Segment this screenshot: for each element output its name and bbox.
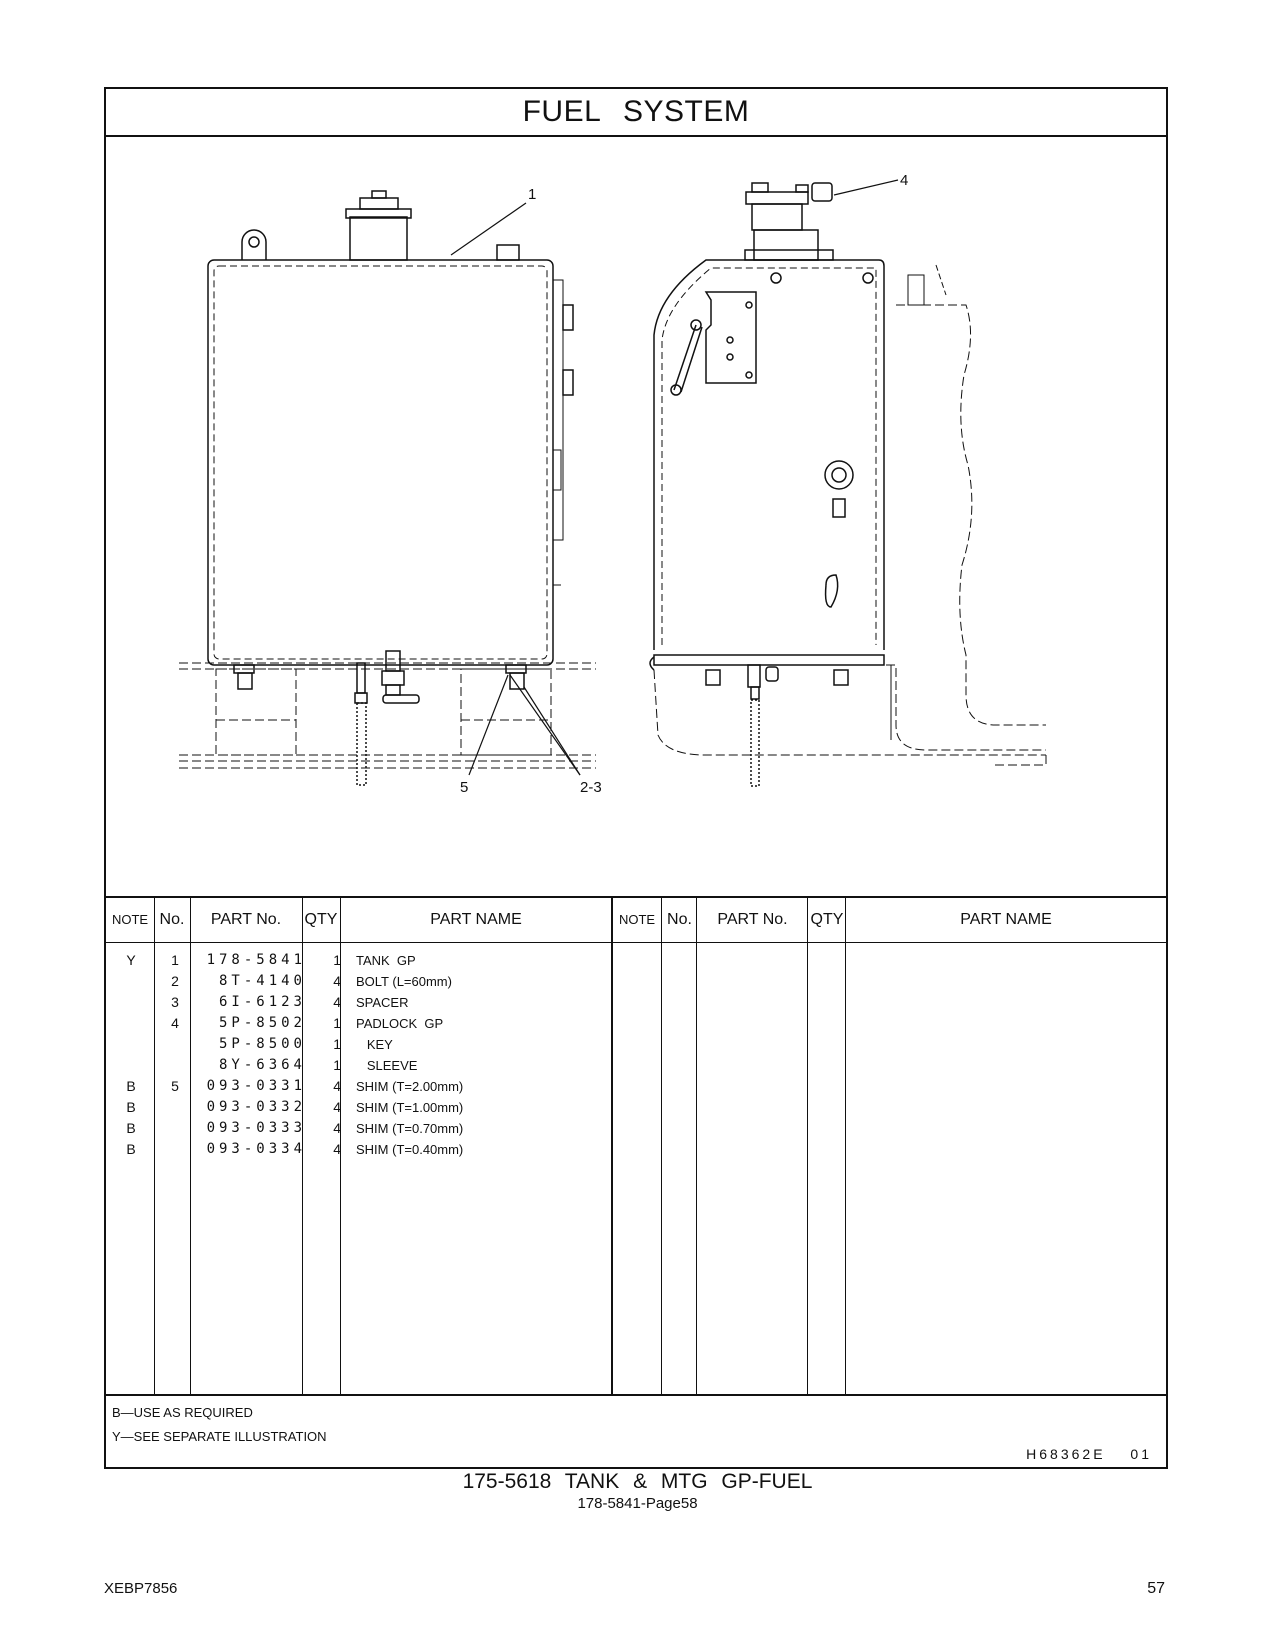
col-divider <box>845 898 846 1394</box>
row-no <box>156 1139 194 1160</box>
legend-notes <box>112 1401 327 1449</box>
page-title: FUEL SYSTEM <box>106 89 1166 137</box>
header-rule <box>106 942 1166 943</box>
header-qty-right: QTY <box>810 911 844 928</box>
row-part-no: 5P-8500 <box>218 1036 306 1052</box>
drawing-code: H68362E 01 <box>1026 1446 1152 1462</box>
page-number: 57 <box>1147 1580 1165 1597</box>
header-part-no-right: PART No. <box>717 911 788 928</box>
row-part-no: 093-0332 <box>206 1099 306 1115</box>
row-no <box>156 1055 194 1076</box>
header-qty: QTY <box>304 911 338 928</box>
header-part-name-right: PART NAME <box>960 911 1052 928</box>
row-qty: 1 <box>333 1015 341 1031</box>
row-note: B <box>126 1078 136 1094</box>
note-y: Y—SEE SEPARATE ILLUSTRATION <box>112 1429 327 1444</box>
row-name: BOLT (L=60mm) <box>356 974 452 989</box>
row-note: B <box>126 1141 136 1157</box>
row-part-no: 093-0334 <box>206 1141 306 1157</box>
col-divider <box>661 898 662 1394</box>
row-no <box>156 1034 194 1055</box>
half-divider <box>611 898 613 1394</box>
row-no <box>156 1118 194 1139</box>
row-no: 3 <box>171 994 179 1010</box>
row-name: SLEEVE <box>356 1058 418 1073</box>
row-part-no: 093-0331 <box>206 1078 306 1094</box>
row-qty: 4 <box>333 1141 341 1157</box>
row-no: 4 <box>171 1015 179 1031</box>
row-part-no: 178-5841 <box>206 952 306 968</box>
row-note: B <box>126 1120 136 1136</box>
callout-4: 4 <box>900 172 909 189</box>
header-no: No. <box>159 911 185 928</box>
figure-subcaption: 178-5841-Page58 <box>577 1495 698 1512</box>
document-id: XEBP7856 <box>104 1580 178 1597</box>
header-note: NOTE <box>111 912 149 927</box>
row-name: PADLOCK GP <box>356 1016 444 1031</box>
row-name: SHIM (T=0.40mm) <box>356 1142 464 1157</box>
row-qty: 1 <box>333 952 341 968</box>
tank-front-view <box>179 191 596 785</box>
fuel-tank-drawing <box>106 135 1166 896</box>
col-divider <box>807 898 808 1394</box>
row-note <box>106 1055 156 1076</box>
header-no-right: No. <box>667 911 692 928</box>
row-note <box>106 971 156 992</box>
note-b: B—USE AS REQUIRED <box>112 1405 253 1420</box>
row-note <box>106 1034 156 1055</box>
callout-2-3: 2-3 <box>580 779 602 796</box>
row-name: KEY <box>356 1037 393 1052</box>
exploded-illustration <box>106 135 1166 896</box>
parts-page-frame <box>104 87 1168 1469</box>
row-name: SPACER <box>356 995 409 1010</box>
header-part-no: PART No. <box>210 911 282 928</box>
row-note: Y <box>126 952 136 968</box>
row-name: TANK GP <box>356 953 416 968</box>
row-no <box>156 1097 194 1118</box>
row-note <box>106 992 156 1013</box>
row-qty: 1 <box>333 1057 341 1073</box>
header-note-right: NOTE <box>618 912 656 927</box>
tank-side-view <box>650 180 1046 786</box>
row-part-no: 093-0333 <box>206 1120 306 1136</box>
row-qty: 1 <box>333 1036 341 1052</box>
row-no: 2 <box>171 973 179 989</box>
row-part-no: 6I-6123 <box>218 994 306 1010</box>
row-part-no: 8Y-6364 <box>218 1057 306 1073</box>
row-qty: 4 <box>333 994 341 1010</box>
header-part-name: PART NAME <box>430 911 522 928</box>
figure-caption: 175-5618 TANK & MTG GP-FUEL <box>462 1470 813 1493</box>
parts-table <box>106 896 1166 1396</box>
callout-1: 1 <box>528 186 537 203</box>
row-part-no: 5P-8502 <box>218 1015 306 1031</box>
row-name: SHIM (T=0.70mm) <box>356 1121 464 1136</box>
row-name: SHIM (T=1.00mm) <box>356 1100 464 1115</box>
row-qty: 4 <box>333 1099 341 1115</box>
row-note: B <box>126 1099 136 1115</box>
row-no: 5 <box>171 1078 179 1094</box>
row-name: SHIM (T=2.00mm) <box>356 1079 464 1094</box>
row-part-no: 8T-4140 <box>218 973 306 989</box>
row-qty: 4 <box>333 1078 341 1094</box>
col-divider <box>696 898 697 1394</box>
row-qty: 4 <box>333 973 341 989</box>
row-note <box>106 1013 156 1034</box>
callout-5: 5 <box>460 779 469 796</box>
row-qty: 4 <box>333 1120 341 1136</box>
row-no: 1 <box>171 952 179 968</box>
